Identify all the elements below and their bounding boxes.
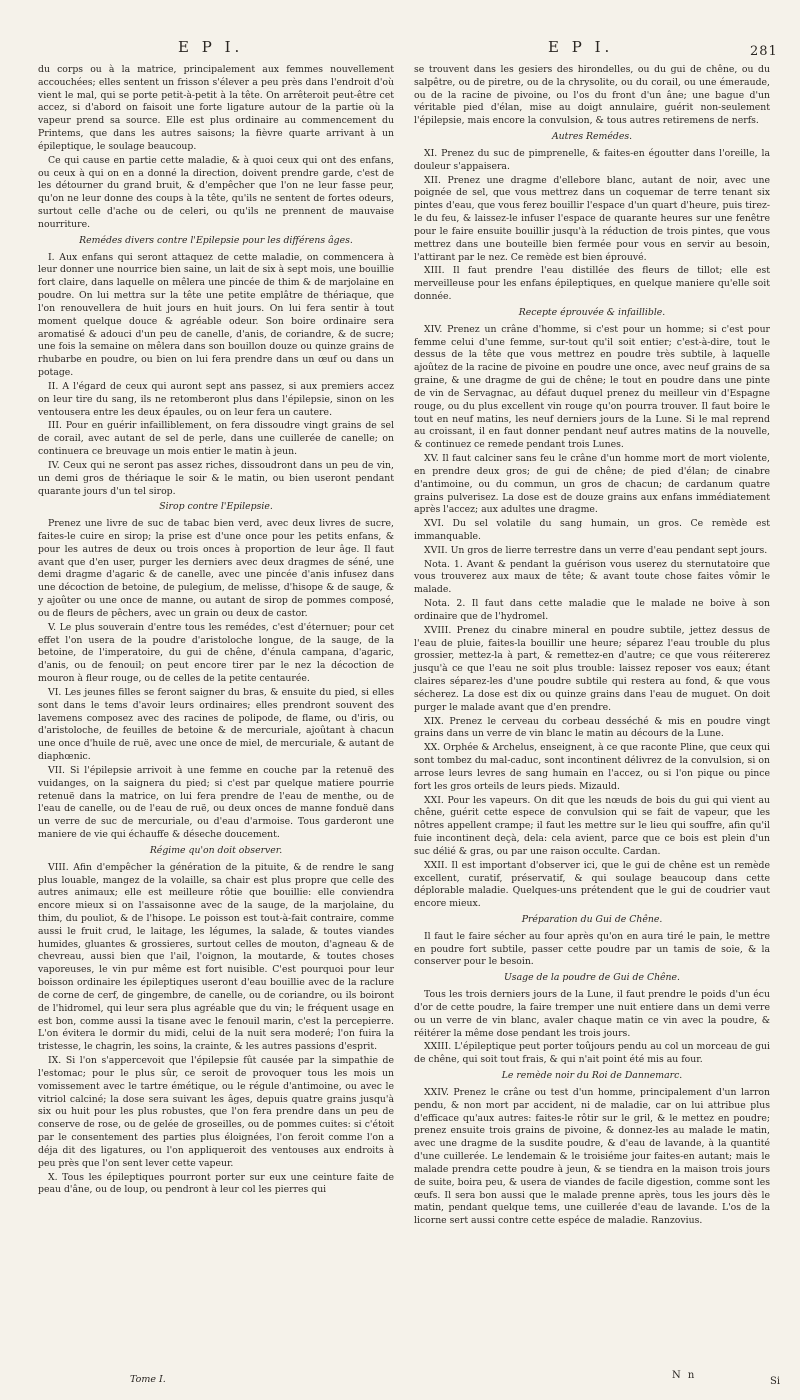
paragraph: Tous les trois derniers jours de la Lune, il faut prendre le poids d'un écu d'or de cette poudre, la faire tremper une nuit entiere dans un demi verre ou un verre de vin blanc, avaler chaque matin ce vin avec la poudre, & réitérer la même dose pendant les trois jours. [414, 989, 770, 1039]
paragraph: XIV. Prenez un crâne d'homme, si c'est pour un homme; si c'est pour femme celui d'une femme, sur-tout qu'il soit entier; c'est-à-dire, tout le dessus de la tête que vous mettrez en poudre très subtile, à laquelle ajoûtez de la racine de pivoine en poudre une once, avec neuf grains de sa graine, & une dragme de gui de chêne; le tout en poudre dans une pinte de vin de Servagnac, au défaut duquel prenez du meilleur vin d'Espagne rouge, ou du plus excellent vin rouge qu'on pourra trouver. Il faut boire le tout en neuf matins, les neuf derniers jours de la Lune. Si le mal reprend au croissant, il en faut donner pendant neuf autres matins de la nouvelle, & continuez ce remede pendant trois Lunes. [414, 323, 770, 451]
page-number: 281 [750, 44, 778, 59]
paragraph: I. Aux enfans qui seront attaquez de cette maladie, on commencera à leur donner une nourrice bien saine, un lait de six à sept mois, une bouillie fort claire, dans laquelle on mêlera une pincée de thim & de marjolaine en poudre. On lui mettra sur la tête une petite emplâtre de thériaque, que l'on renouvellera de huit jours en huit jours. On lui fera sentir à tout moment quelque douce & agréable odeur. Son boire ordinaire sera aromatisé & adouci d'un peu de canelle, d'anis, de coriandre, & de sucre; une fois la semaine on mêlera dans son bouillon douze ou quinze grains de rhubarbe en poudre, ou bien on lui fera prendre dans un œuf ou dans un potage. [38, 251, 394, 379]
section-heading: Sirop contre l'Epilepsie. [159, 501, 273, 513]
paragraph: XV. Il faut calciner sans feu le crâne d'un homme mort de mort violente, en prendre deux gros; de gui de chêne; de pied d'élan; de cinabre d'antimoine, ou du commun, un gros de chacun; de cardanum quatre grains pulverisez. La dose est de douze grains aux enfans immédiatement après l'accez; aux adultes une dragme. [414, 453, 770, 516]
section-heading: Usage de la poudre de Gui de Chêne. [503, 972, 681, 984]
section-heading: Régime qu'on doit observer. [149, 844, 283, 856]
paragraph: XXIII. L'épileptique peut porter toûjours pendu au col un morceau de gui de chêne, qui soit tout frais, & qui n'ait point été mis au four. [414, 1041, 770, 1066]
paragraph: Nota. 2. Il faut dans cette maladie que le malade ne boive à son ordinaire que de l'hydromel. [414, 598, 770, 622]
paragraph: Prenez une livre de suc de tabac bien verd, avec deux livres de sucre, faites-le cuire en sirop; la prise est d'une once pour les petits enfans, & pour les autres de deux ou trois onces à proportion de leur âge. Il faut avant que d'en user, purger les derniers avec deux dragmes de séné, une demi dragme d'agaric & de canelle, avec une pincée d'anis infusez dans une décoction de betoine, de pulegium, de melisse, d'hisope & de sauge, & y ajoûter ou une once de manne, ou autant de sirop de pommes composé, ou de fleurs de pêchers, avec un grain ou deux de castor. [38, 518, 394, 619]
paragraph: Il faut le faire sécher au four après qu'on en aura tiré le pain, le mettre en poudre fort subtile, passer cette poudre par un tamis de soie, & la conserver pour le besoin. [414, 930, 770, 968]
paragraph: VI. Les jeunes filles se feront saigner du bras, & ensuite du pied, si elles sont dans le tems d'avoir leurs ordinaires; elles prendront souvent des lavemens composez avec des racines de polipode, de flame, ou d'iris, ou d'aristoloche, de feuilles de betoine & de mercuriale, ajoûtant à chacun une once d'huile de ruë, avec une once de miel, de mercuriale, & autant de diaphœnic. [38, 686, 394, 763]
paragraph: V. Le plus souverain d'entre tous les remédes, c'est d'éternuer; pour cet effet l'on usera de la poudre d'aristoloche longue, de la sauge, de la betoine, de l'imperatoire, du gui de chêne, d'énula campana, d'agaric, d'anis, ou de fenouil; on peut encore tirer par le nez la décoction de mouron à fleur rouge, ou de celles de la petite centaurée. [38, 621, 394, 685]
volume-marker: Tome I. [130, 1374, 166, 1385]
paragraph: Nota. 1. Avant & pendant la guérison vous userez du sternutatoire que vous trouverez aux maux de tête; & avant toute chose faites vômir le malade. [414, 558, 770, 596]
paragraph: XVII. Un gros de lierre terrestre dans un verre d'eau pendant sept jours. [424, 544, 768, 556]
paragraph: XXI. Pour les vapeurs. On dit que les nœuds de bois du gui qui vient au chêne, guérit cette espece de convulsion qui se fait de vapeur, que les nôtres appellent crampe; il faut les mettre sur le lieu qui souffre, afin qu'il fuie incontinent deçà, dela: cela avient, parce que ce bois est plein d'un suc délié & gras, ou par une raison occulte. Cardan. [414, 794, 770, 857]
section-heading: Le remède noir du Roi de Dannemarc. [501, 1070, 683, 1082]
paragraph: IX. Si l'on s'appercevoit que l'épilepsie fût causée par la simpathie de l'estomac; pour le plus sûr, ce seroit de provoquer tous les mois un vomissement avec le tartre émétique, ou le régule d'antimoine, ou avec le vitriol calciné; la dose sera suivant les âges, depuis quatre grains jusqu'à six ou huit pour les plus robustes, que l'on fera prendre dans un peu de conserve de rose, ou de gelée de groseilles, ou de pommes cuites: si c'étoit par le consentement des parties plus éloignées, l'on feroit comme l'on a déja dit des ligatures, ou l'on appliqueroit des ventouses aux endroits à peu près que l'on sent lever cette vapeur. [38, 1055, 394, 1169]
running-header [0, 38, 800, 62]
paragraph: IV. Ceux qui ne seront pas assez riches, dissoudront dans un peu de vin, un demi gros de thériaque le soir & le matin, ou bien useront pendant quarante jours d'un tel sirop. [38, 459, 394, 497]
paragraph: XI. Prenez du suc de pimprenelle, & faites-en égoutter dans l'oreille, la douleur s'appaisera. [414, 147, 770, 172]
paragraph: XIII. Il faut prendre l'eau distillée des fleurs de tillot; elle est merveilleuse pour les enfans épileptiques, en quelque maniere qu'elle soit donnée. [414, 265, 770, 303]
paragraph: XVIII. Prenez du cinabre mineral en poudre subtile, jettez dessus de l'eau de pluie, faites-la bouillir une heure; séparez l'eau trouble du plus grossier, mettez-la à part, & remettez-en d'autre; ce que vous réitererez jusqu'à ce que l'eau ne soit plus trouble: laissez reposer vos eaux; étant claires séparez-les d'une poudre subtile qui restera au fond, & que vous sécherez. La dose est dix ou quinze grains dans l'eau de muguet. On doit purger le malade avant que d'en prendre. [414, 624, 770, 713]
paragraph: XVI. Du sel volatile du sang humain, un gros. Ce remède est immanquable. [414, 518, 770, 542]
paragraph: XXIV. Prenez le crâne ou test d'un homme, principalement d'un larron pendu, & non mort par accident, ni de maladie, car on lui attribue plus d'efficace qu'aux autres: faites-le rôtir sur le gril, & le mettez en poudre; prenez ensuite trois grains de pivoine, & donnez-les au malade le matin, avec une dragme de la susdite poudre, & d'eau de lavande, à la quantité d'une cuillerée. Le lendemain & le troisiéme jour faites-en autant; mais le malade prendra cette poudre à jeun, & se tiendra en la maison trois jours de suite, boira peu, & usera de viandes de facile digestion, comme sont les œufs. Il sera bon aussi que le malade prenne après, tous les jours dès le matin, pendant quelque tems, une cuillerée d'eau de lavande. L'os de la licorne sert aussi contre cette espéce de maladie. Ranzovius. [414, 1086, 770, 1227]
section-heading: Recepte éprouvée & infaillible. [518, 306, 666, 318]
paragraph: II. A l'égard de ceux qui auront sept ans passez, si aux premiers accez on leur tire du sang, ils ne retomberont plus dans l'épilepsie, sinon on les ventousera entre les deux épaules, ou on leur fera un cautere. [38, 380, 394, 418]
paragraph: du corps ou à la matrice, principalement aux femmes nouvellement accouchées; elles sentent un frisson s'élever a peu près dans l'endroit d'où vient le mal, qui se porte petit-à-petit à la tête. On arrêteroit peut-être cet accez, si d'abord on faisoit une forte ligature autour de la partie où la vapeur prend sa source. Elle est plus ordinaire au commencement du Printems, que dans les autres saisons; la fièvre quarte arrivant à un épileptique, le soulage beaucoup. [38, 64, 394, 152]
paragraph: III. Pour en guérir infailliblement, on fera dissoudre vingt grains de sel de corail, avec autant de sel de perle, dans une cuillerée de canelle; on continuera ce breuvage un mois entier le matin à jeun. [38, 420, 394, 458]
running-title-right: E P I. [548, 38, 614, 56]
catchword: Si [770, 1376, 781, 1387]
paragraph: XIX. Prenez le cerveau du corbeau desséché & mis en poudre vingt grains dans un verre de vin blanc le matin au décours de la Lune. [414, 715, 770, 740]
signature-mark: N n [672, 1370, 697, 1381]
section-heading: Préparation du Gui de Chêne. [521, 914, 663, 925]
running-title-left: E P I. [178, 38, 244, 56]
paragraph: X. Tous les épileptiques pourront porter sur eux une ceinture faite de peau d'âne, ou de loup, ou pendront à leur col les pierres qui [38, 1171, 394, 1196]
left-column [38, 64, 394, 1198]
paragraph: Ce qui cause en partie cette maladie, & à quoi ceux qui ont des enfans, ou ceux à qui on en a donné la direction, doivent prendre garde, c'est de les détourner du grand bruit, & d'empêcher que l'on ne leur fasse peur, qu'on ne leur donne des coups à la tête, qu'ils ne sentent de fortes odeurs, surtout celle d'ache ou de celeri, ou qu'ils ne prennent de mauvaise nourriture. [38, 154, 394, 230]
paragraph: XII. Prenez une dragme d'ellebore blanc, autant de noir, avec une poignée de sel, que vous mettrez dans un coquemar de terre tenant six pintes d'eau, que vous ferez bouillir l'espace d'un quart d'heure, puis tirez-le du feu, & laissez-le infuser l'espace de quarante heures sur une fenêtre pour le faire ensuite bouillir jusqu'à la réduction de trois pintes, que vous mettrez dans une bouteille bien fermée pour vous en servir au besoin, l'attirant par le nez. Ce remède est bien éprouvé. [414, 174, 770, 263]
paragraph: XX. Orphée & Archelus, enseignent, à ce que raconte Pline, que ceux qui sont tombez du mal-caduc, sont incontinent délivrez de la convulsion, si on arrose leurs levres de sang humain en l'accez, ou si l'on pique ou pince fort les gros orteils de leurs pieds. Mizauld. [414, 742, 770, 792]
section-heading: Autres Remédes. [551, 131, 633, 143]
section-heading: Remédes divers contre l'Epilepsie pour les différens âges. [79, 234, 353, 246]
paragraph: se trouvent dans les gesiers des hirondelles, ou du gui de chêne, ou du salpêtre, ou de piretre, ou de la chrysolite, ou du corail, ou une émeraude, ou de la racine de pivoine, ou l'os du front d'un âne; une bague d'un véritable pied d'élan, mise au doigt annulaire, guérit non-seulement l'épilepsie, mais encore la convulsion, & tous autres retiremens de nerfs. [414, 64, 770, 127]
paragraph: XXII. Il est important d'observer ici, que le gui de chêne est un remède excellent, curatif, préservatif, & qui soulage beaucoup dans cette déplorable maladie. Quelques-uns prétendent que le gui de coudrier vaut encore mieux. [414, 859, 770, 910]
paragraph: VII. Si l'épilepsie arrivoit à une femme en couche par la retenuë des vuidanges, on la saignera du pied; si c'est par quelque matiere pourrie retenuë dans la matrice, on lui fera prendre de l'eau de menthe, ou de l'eau de canelle, ou de l'eau de ruë, ou deux onces de manne fonduë dans un verre de suc de mercuriale, ou d'eau d'armoise. Tous garderont une maniere de vie qui échauffe & déseche doucement. [38, 764, 394, 841]
paragraph: VIII. Afin d'empêcher la génération de la pituite, & de rendre le sang plus louable, mangez de la volaille, sa chair est plus propre que celle des autres animaux; elle est meilleure rôtie que bouillie: elle conviendra encore mieux si on l'assaisonne avec de la sauge, de la marjolaine, du thim, du pouliot, & de l'hisope. Le poisson est tout-à-fait contraire, comme aussi le fruit crud, le laitage, les légumes, la salade, & toutes viandes humides, gluantes & grossieres, surtout celles de mouton, d'agneau & de chevreau, aussi bien que l'ail, l'oignon, la moutarde, & toutes choses vaporeuses, le vin pur même est fort nuisible. C'est pourquoi pour leur boisson ordinaire les épileptiques useront d'eau bouillie avec de la raclure de corne de cerf, de gingembre, de canelle, ou de coriandre, ou ils boiront de l'hidromel, qui leur sera plus agréable que du vin; le fréquent usage en est bon, comme aussi la tisane avec le fenouil marin, c'est la percepierre. L'on évitera le dormir du midi, celui de la nuit sera moderé; l'on fuira la tristesse, le chagrin, les soins, la crainte, & les autres passions d'esprit. [38, 861, 394, 1053]
right-column [414, 64, 770, 1229]
